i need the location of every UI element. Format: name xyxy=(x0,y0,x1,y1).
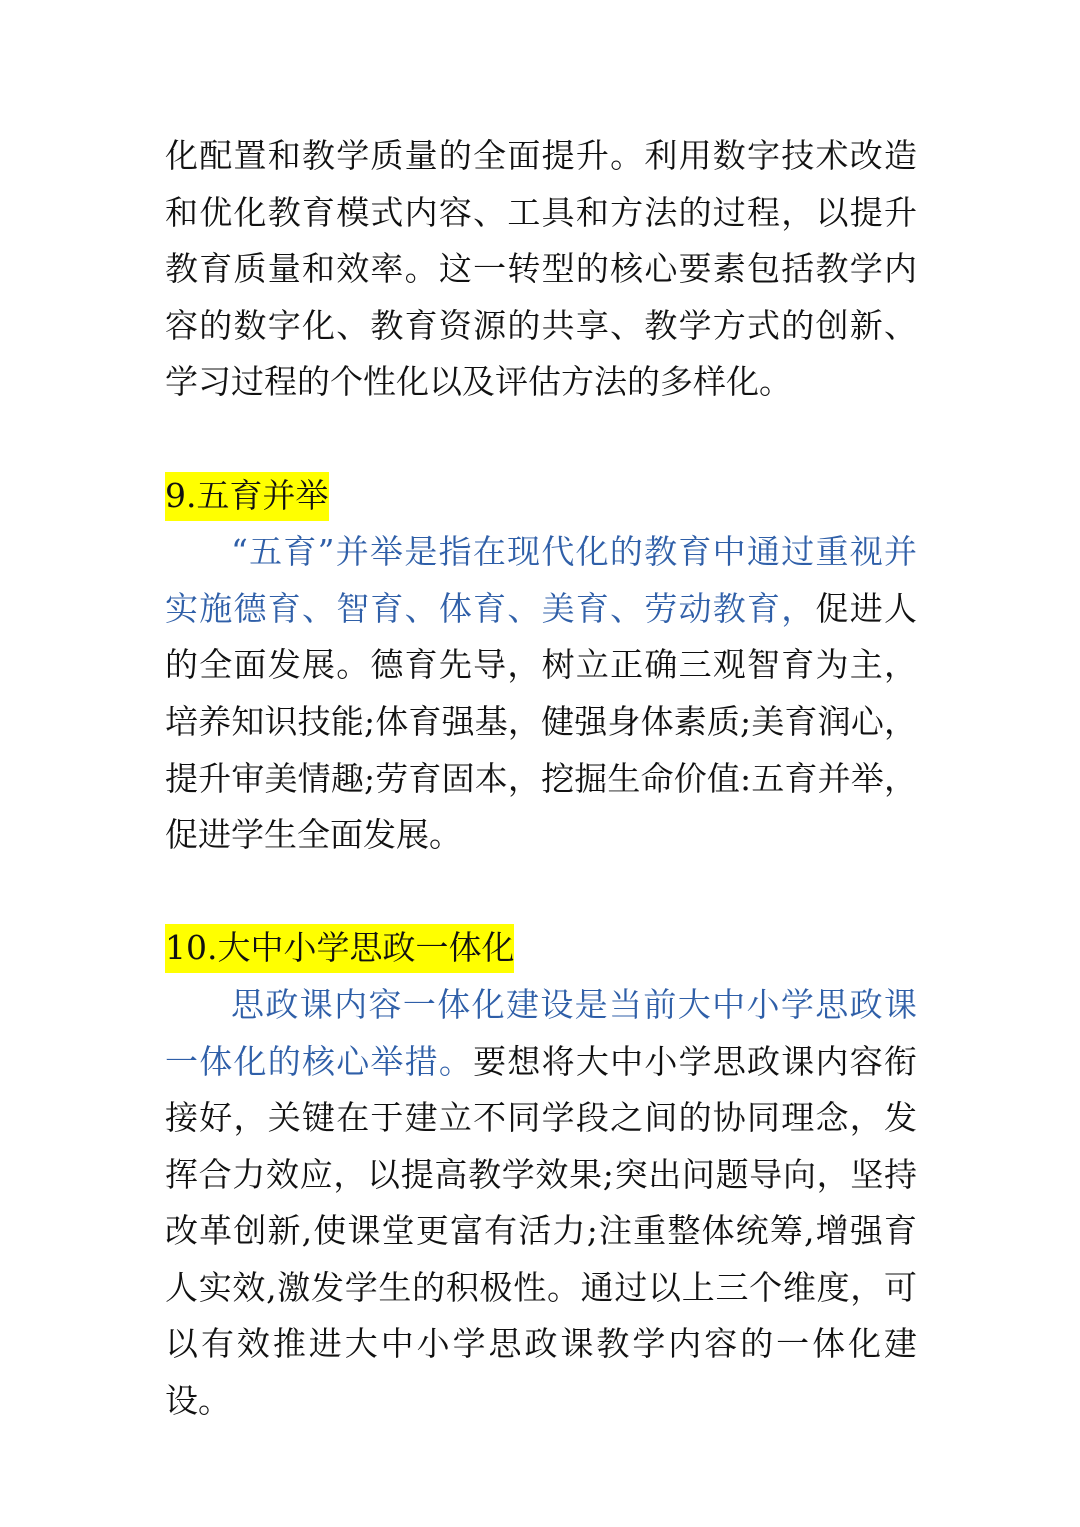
section-gap xyxy=(165,411,917,468)
section-9-emphasis: “五育”并举是指在现代化的教育中通过重视并实施德育、智育、体育、美育、劳动教育， xyxy=(165,532,917,628)
section-9-heading-text: 9.五育并举 xyxy=(165,472,329,521)
document-page xyxy=(165,128,917,1430)
section-10-body: 要想将大中小学思政课内容衔接好，关键在于建立不同学段之间的协同理念，发挥合力效应，以提高教学效果;突出问题导向，坚持改革创新,使课堂更富有活力;注重整体统筹,增强育人实效,激发学生的积极性。通过以上三个维度，可以有效推进大中小学思政课教学内容的一体化建设。 xyxy=(165,1041,918,1421)
section-10-emphasis: 思政课内容一体化建设是当前大中小学思政课一体化的核心举措。 xyxy=(165,984,917,1081)
section-10-paragraph xyxy=(165,977,917,1430)
section-10-heading-text: 10.大中小学思政一体化 xyxy=(165,924,514,973)
section-10-heading xyxy=(165,920,917,977)
section-9-heading xyxy=(165,468,917,525)
intro-paragraph: 化配置和教学质量的全面提升。利用数字技术改造和优化教育模式内容、工具和方法的过程，以提升教育质量和效率。这一转型的核心要素包括教学内容的数字化、教育资源的共享、教学方式的创新、学习过程的个性化以及评估方法的多样化。 xyxy=(165,136,917,402)
section-gap xyxy=(165,864,917,921)
section-9-body: 促进人的全面发展。德育先导，树立正确三观智育为主，培养知识技能;体育强基，健强身体素质;美育润心，提升审美情趣;劳育固本，挖掘生命价值:五育并举，促进学生全面发展。 xyxy=(165,588,918,855)
section-9-paragraph xyxy=(165,524,917,864)
